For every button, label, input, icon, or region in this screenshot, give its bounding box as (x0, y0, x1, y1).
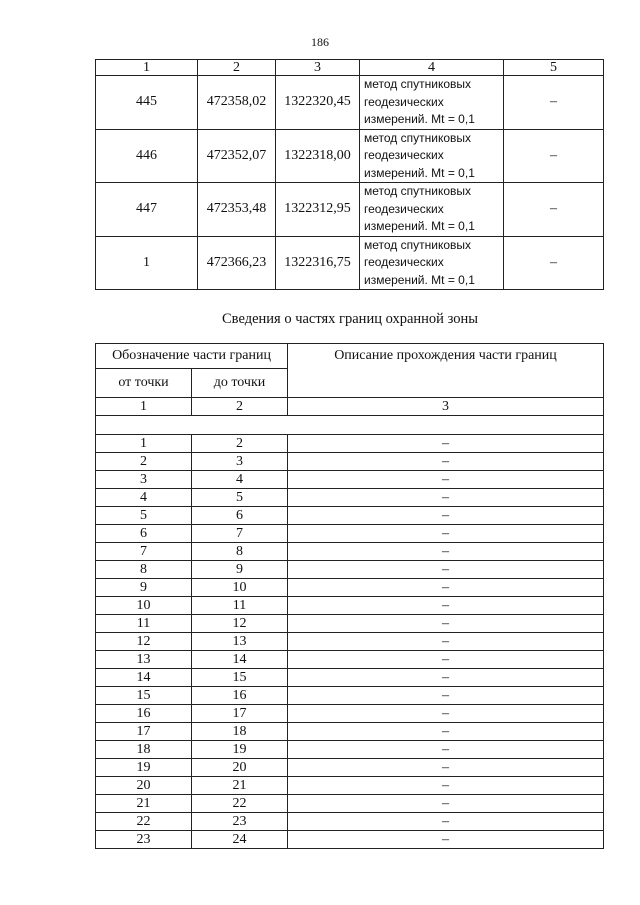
from-point: 9 (96, 579, 192, 597)
to-point: 20 (192, 759, 288, 777)
method-line: метод спутниковых (364, 237, 472, 252)
boundary-row (96, 705, 604, 723)
boundary-row (96, 813, 604, 831)
to-point: 24 (192, 831, 288, 849)
from-point: 18 (96, 741, 192, 759)
method-line: измерений. Mt = 0,1 (364, 272, 475, 287)
to-point: 23 (192, 813, 288, 831)
to-point: 8 (192, 543, 288, 561)
boundary-row (96, 561, 604, 579)
method-line: измерений. Mt = 0,1 (364, 112, 475, 126)
to-point: 15 (192, 669, 288, 687)
coordinates-table (95, 59, 604, 290)
method-line: геодезических (364, 148, 444, 162)
boundary-row (96, 507, 604, 525)
col-number: 1 (96, 398, 192, 416)
to-point: 22 (192, 795, 288, 813)
to-point: 18 (192, 723, 288, 741)
boundary-row (96, 471, 604, 489)
method-line: измерений. Mt = 0,1 (364, 219, 475, 233)
boundary-row (96, 489, 604, 507)
boundary-row (96, 597, 604, 615)
method-line: метод спутниковых (364, 130, 472, 145)
coord-x: 472358,02 (198, 76, 276, 130)
boundary-row (96, 435, 604, 453)
to-point: 10 (192, 579, 288, 597)
point-number: 446 (96, 129, 198, 183)
from-point: 7 (96, 543, 192, 561)
part-description: – (288, 615, 604, 633)
part-description: – (288, 759, 604, 777)
to-point: 6 (192, 507, 288, 525)
part-description: – (288, 723, 604, 741)
from-point: 16 (96, 705, 192, 723)
col-header: 1 (96, 60, 198, 76)
method-description (360, 236, 504, 290)
from-point: 1 (96, 435, 192, 453)
part-description: – (288, 435, 604, 453)
boundary-row (96, 831, 604, 849)
coord-y: 1322320,45 (276, 76, 360, 130)
coord-y: 1322318,00 (276, 129, 360, 183)
method-description (360, 129, 504, 183)
boundary-row (96, 579, 604, 597)
section-title: Сведения о частях границ охранной зоны (222, 311, 478, 327)
coordinate-row (96, 236, 604, 290)
method-line: геодезических (364, 94, 444, 109)
from-point: 10 (96, 597, 192, 615)
boundary-row (96, 615, 604, 633)
to-point: 13 (192, 633, 288, 651)
from-point: 4 (96, 489, 192, 507)
from-point: 11 (96, 615, 192, 633)
header-from-point: от точки (96, 369, 192, 398)
part-description: – (288, 831, 604, 849)
method-description (360, 183, 504, 237)
part-description: – (288, 525, 604, 543)
from-point: 15 (96, 687, 192, 705)
header-parts-designation: Обозначение части границ (96, 344, 288, 369)
to-point: 14 (192, 651, 288, 669)
point-number: 447 (96, 183, 198, 237)
to-point: 16 (192, 687, 288, 705)
boundary-column-numbers-row (96, 398, 604, 416)
boundary-row (96, 543, 604, 561)
boundary-parts-table (95, 343, 604, 849)
from-point: 20 (96, 777, 192, 795)
method-line: метод спутниковых (364, 184, 472, 198)
to-point: 12 (192, 615, 288, 633)
part-description: – (288, 561, 604, 579)
coordinate-row (96, 76, 604, 130)
boundary-row (96, 795, 604, 813)
from-point: 22 (96, 813, 192, 831)
from-point: 17 (96, 723, 192, 741)
part-description: – (288, 453, 604, 471)
boundary-empty-row (96, 416, 604, 435)
from-point: 19 (96, 759, 192, 777)
boundary-row (96, 723, 604, 741)
to-point: 11 (192, 597, 288, 615)
part-description: – (288, 489, 604, 507)
method-line: геодезических (364, 201, 444, 216)
to-point: 5 (192, 489, 288, 507)
boundary-row (96, 633, 604, 651)
boundary-row (96, 651, 604, 669)
part-description: – (288, 741, 604, 759)
boundary-row (96, 525, 604, 543)
part-description: – (288, 777, 604, 795)
coordinates-header-row (96, 60, 604, 76)
from-point: 6 (96, 525, 192, 543)
boundary-row (96, 669, 604, 687)
method-line: метод спутниковых (364, 77, 472, 91)
part-description: – (288, 795, 604, 813)
part-description: – (288, 813, 604, 831)
coord-y: 1322312,95 (276, 183, 360, 237)
to-point: 3 (192, 453, 288, 471)
accuracy-note: – (504, 129, 604, 183)
from-point: 23 (96, 831, 192, 849)
method-description (360, 76, 504, 130)
to-point: 7 (192, 525, 288, 543)
header-to-point: до точки (192, 369, 288, 398)
coord-x: 472353,48 (198, 183, 276, 237)
accuracy-note: – (504, 236, 604, 290)
coord-y: 1322316,75 (276, 236, 360, 290)
to-point: 19 (192, 741, 288, 759)
from-point: 14 (96, 669, 192, 687)
boundary-header-row (96, 344, 604, 369)
coordinate-row (96, 129, 604, 183)
part-description: – (288, 669, 604, 687)
empty-cell (96, 416, 604, 435)
point-number: 1 (96, 236, 198, 290)
coord-x: 472352,07 (198, 129, 276, 183)
to-point: 17 (192, 705, 288, 723)
point-number: 445 (96, 76, 198, 130)
to-point: 21 (192, 777, 288, 795)
to-point: 4 (192, 471, 288, 489)
col-number: 3 (288, 398, 604, 416)
col-header: 5 (504, 60, 604, 76)
part-description: – (288, 651, 604, 669)
coord-x: 472366,23 (198, 236, 276, 290)
part-description: – (288, 507, 604, 525)
accuracy-note: – (504, 183, 604, 237)
from-point: 13 (96, 651, 192, 669)
col-header: 2 (198, 60, 276, 76)
col-header: 4 (360, 60, 504, 76)
col-number: 2 (192, 398, 288, 416)
to-point: 9 (192, 561, 288, 579)
boundary-row (96, 759, 604, 777)
from-point: 21 (96, 795, 192, 813)
coordinate-row (96, 183, 604, 237)
part-description: – (288, 543, 604, 561)
boundary-row (96, 453, 604, 471)
part-description: – (288, 579, 604, 597)
from-point: 8 (96, 561, 192, 579)
header-description: Описание прохождения части границ (288, 344, 604, 398)
part-description: – (288, 705, 604, 723)
part-description: – (288, 687, 604, 705)
col-header: 3 (276, 60, 360, 76)
part-description: – (288, 633, 604, 651)
page-number: 186 (311, 35, 329, 49)
from-point: 12 (96, 633, 192, 651)
from-point: 5 (96, 507, 192, 525)
from-point: 2 (96, 453, 192, 471)
boundary-row (96, 741, 604, 759)
method-line: геодезических (364, 255, 444, 269)
from-point: 3 (96, 471, 192, 489)
boundary-row (96, 687, 604, 705)
boundary-row (96, 777, 604, 795)
part-description: – (288, 597, 604, 615)
part-description: – (288, 471, 604, 489)
accuracy-note: – (504, 76, 604, 130)
method-line: измерений. Mt = 0,1 (364, 165, 475, 180)
to-point: 2 (192, 435, 288, 453)
